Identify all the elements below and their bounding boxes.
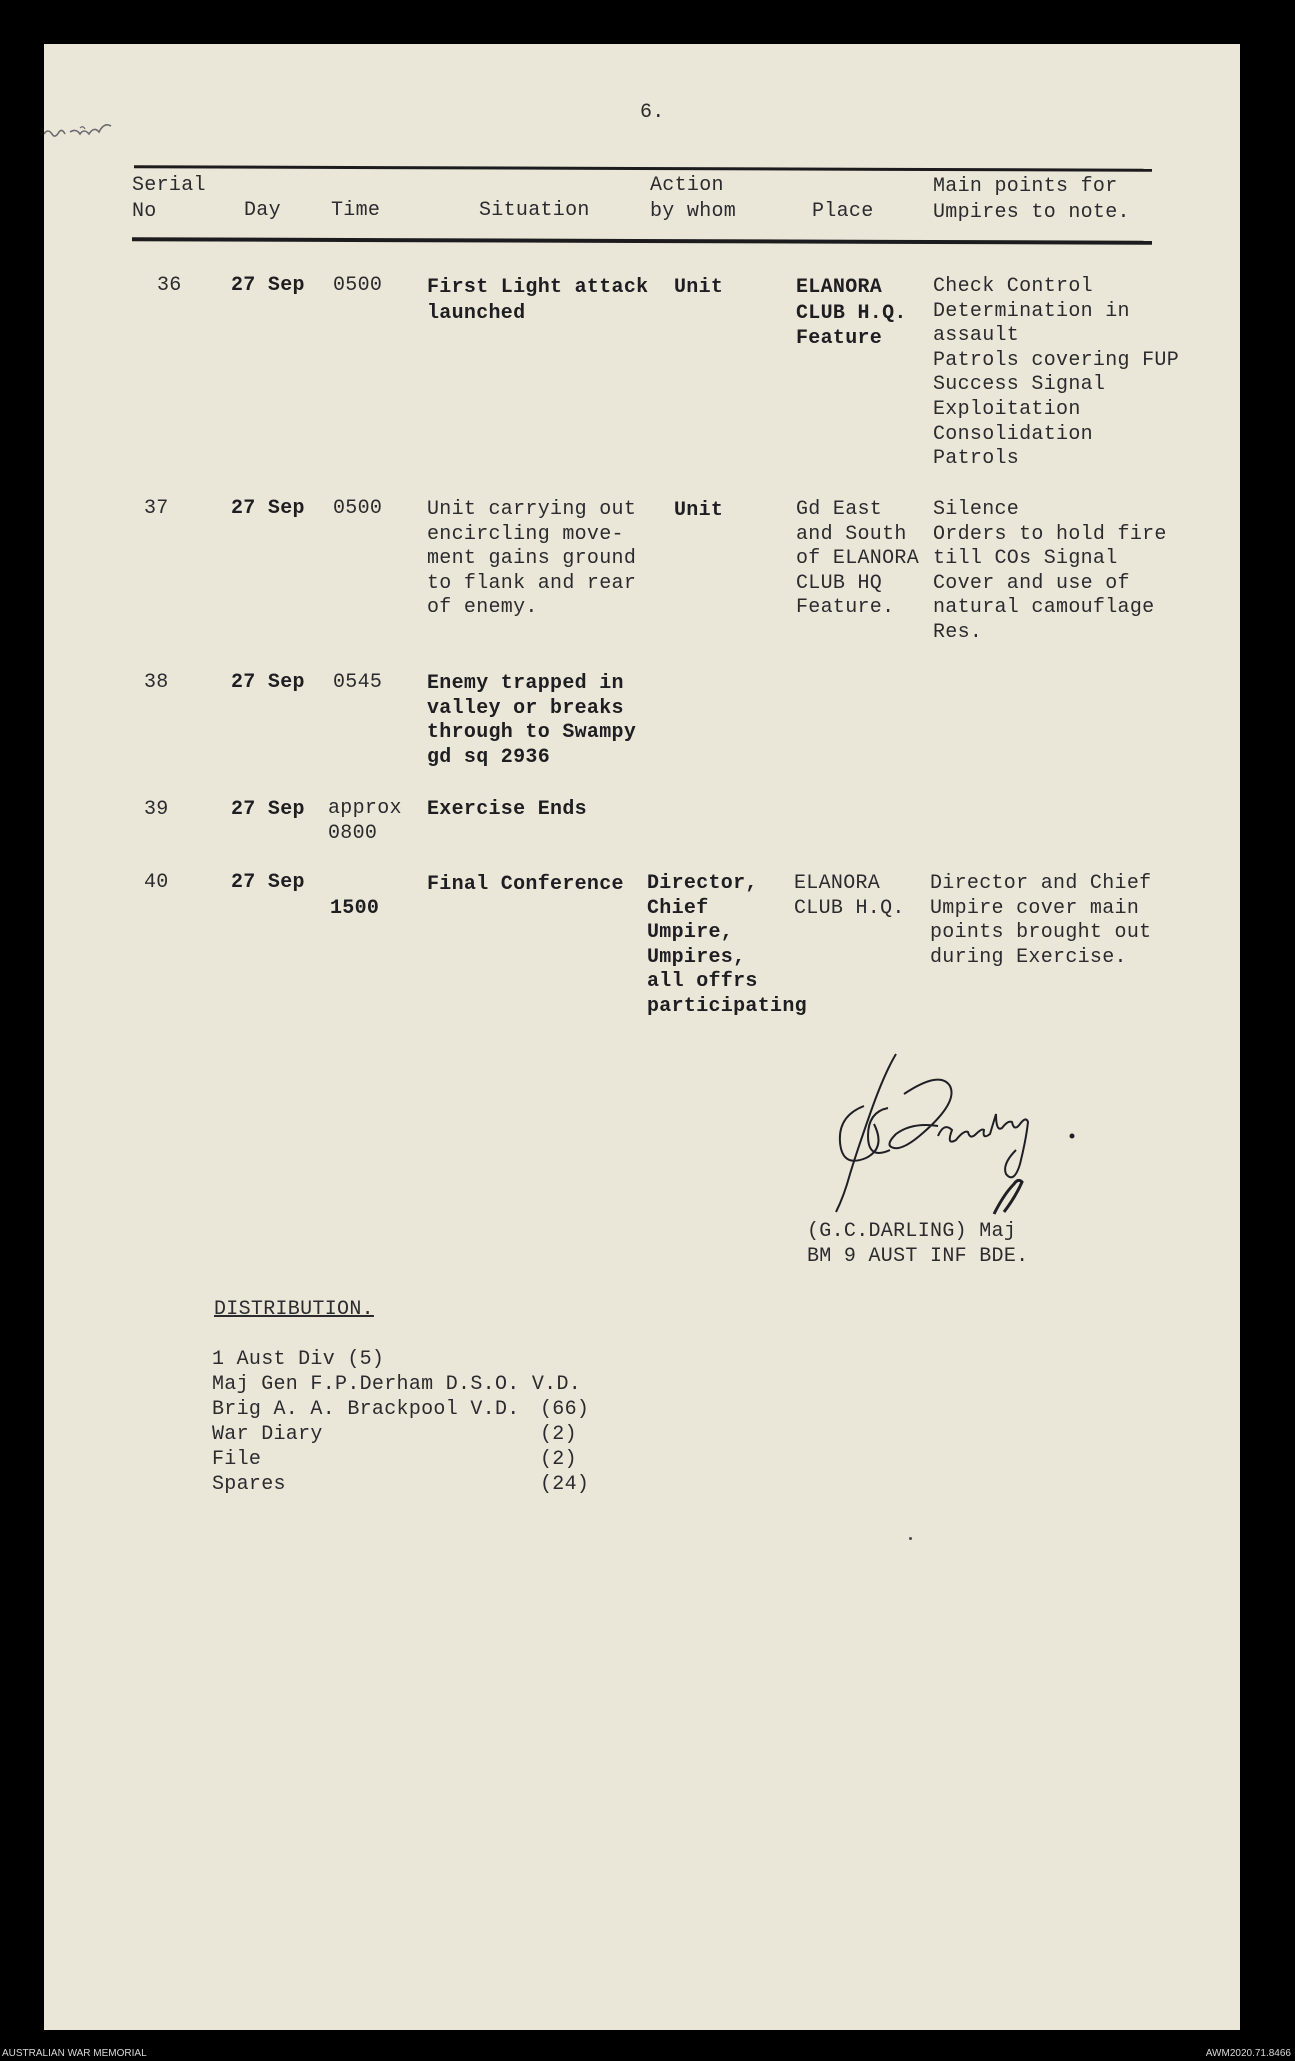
page-number: 6. — [640, 101, 665, 124]
handwritten-signature — [804, 1044, 1104, 1244]
paper-speck — [909, 1537, 912, 1540]
signatory-title: BM 9 AUST INF BDE. — [807, 1245, 1029, 1268]
row-situation: Enemy trapped in valley or breaks through to Swampy gd sq 2936 — [427, 672, 637, 769]
distribution-qty: (66) — [540, 1398, 590, 1421]
row-day: 27 Sep — [231, 871, 305, 894]
margin-scribble-mark — [44, 110, 160, 150]
row-day: 27 Sep — [231, 274, 305, 297]
row-action: Director, Chief Umpire, Umpires, all offrs participating — [647, 872, 807, 1018]
distribution-heading: DISTRIBUTION. — [214, 1298, 374, 1321]
row-serial: 39 — [144, 798, 169, 821]
row-place: ELANORA CLUB H.Q. Feature — [796, 276, 907, 350]
distribution-qty: (24) — [540, 1473, 590, 1496]
row-situation: First Light attack launched — [427, 276, 649, 325]
row-situation: Final Conference — [427, 873, 624, 896]
row-points: Director and Chief Umpire cover main points brought out during Exercise. — [930, 872, 1152, 969]
header-day: Day — [244, 199, 281, 222]
row-time: 0545 — [333, 671, 383, 694]
row-place: Gd East and South of ELANORA CLUB HQ Feature. — [796, 498, 920, 620]
header-time: Time — [331, 199, 381, 222]
header-serial: Serial No — [132, 174, 206, 223]
archive-footer-right: AWM2020.71.8466 — [1205, 2048, 1291, 2059]
row-situation: Exercise Ends — [427, 798, 587, 821]
row-time: 0500 — [333, 274, 383, 297]
distribution-item: Brig A. A. Brackpool V.D. — [212, 1398, 520, 1421]
row-day: 27 Sep — [231, 497, 305, 520]
header-place: Place — [812, 200, 874, 223]
distribution-qty: (2) — [540, 1423, 577, 1446]
row-serial: 38 — [144, 671, 169, 694]
header-rule-bottom — [132, 237, 1152, 245]
row-points: Silence Orders to hold fire till COs Signal Cover and use of natural camouflage Res. — [933, 498, 1167, 644]
row-serial: 36 — [157, 274, 182, 297]
document-page — [44, 44, 1240, 2030]
signatory-name: (G.C.DARLING) Maj — [807, 1220, 1017, 1243]
row-action: Unit — [674, 276, 724, 299]
distribution-item: 1 Aust Div (5) — [212, 1348, 385, 1371]
distribution-item: War Diary — [212, 1423, 323, 1446]
row-serial: 40 — [144, 871, 169, 894]
distribution-qty: (2) — [540, 1448, 577, 1471]
header-rule-top — [134, 165, 1152, 172]
row-time: 0500 — [333, 497, 383, 520]
header-action: Action by whom — [650, 174, 737, 223]
row-place: ELANORA CLUB H.Q. — [794, 872, 905, 920]
header-main-points: Main points for Umpires to note. — [933, 175, 1130, 224]
row-day: 27 Sep — [231, 798, 305, 821]
distribution-item: Maj Gen F.P.Derham D.S.O. V.D. — [212, 1373, 582, 1396]
row-situation: Unit carrying out encircling move- ment gains ground to flank and rear of enemy. — [427, 498, 637, 620]
distribution-item: File — [212, 1448, 262, 1471]
row-time: 1500 — [330, 897, 380, 920]
archive-footer-left: AUSTRALIAN WAR MEMORIAL — [2, 2048, 147, 2059]
row-points: Check Control Determination in assault Patrols covering FUP Success Signal Exploitation Consolidation Patrols — [933, 275, 1180, 471]
row-day: 27 Sep — [231, 671, 305, 694]
row-time: approx 0800 — [328, 797, 402, 845]
row-action: Unit — [674, 499, 724, 522]
header-situation: Situation — [479, 199, 590, 222]
distribution-item: Spares — [212, 1473, 286, 1496]
row-serial: 37 — [144, 497, 169, 520]
